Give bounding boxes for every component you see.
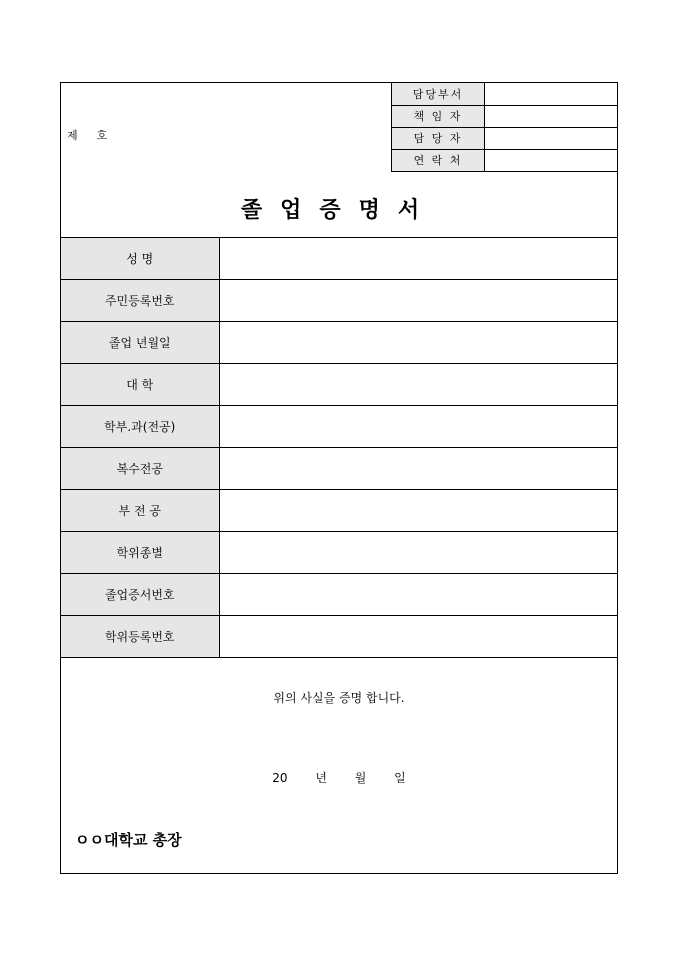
form-footer: [61, 657, 617, 873]
contact-value[interactable]: [485, 127, 618, 149]
document-number-label: 제 호: [67, 129, 109, 142]
field-row-degree-type: [61, 532, 617, 574]
date-month-label: 월: [354, 771, 367, 785]
field-label: 졸업증서번호: [61, 574, 219, 616]
field-label: 학위종별: [61, 532, 219, 574]
field-row-college: [61, 364, 617, 406]
field-value[interactable]: [219, 406, 617, 448]
field-row-department-major: [61, 406, 617, 448]
field-row-name: [61, 238, 617, 280]
contact-value[interactable]: [485, 149, 618, 171]
field-value[interactable]: [219, 532, 617, 574]
contact-row-department: [392, 83, 618, 105]
contact-label: 담당부서: [392, 83, 485, 105]
field-value[interactable]: [219, 490, 617, 532]
field-value[interactable]: [219, 280, 617, 322]
contact-label: 담 당 자: [392, 127, 485, 149]
form-header: [61, 83, 617, 237]
field-label: 복수전공: [61, 448, 219, 490]
field-row-diploma-number: [61, 574, 617, 616]
contact-row-staff: [392, 127, 618, 149]
contact-value[interactable]: [485, 105, 618, 127]
contact-label: 책 임 자: [392, 105, 485, 127]
date-day-label: 일: [394, 771, 406, 785]
contact-row-phone: [392, 149, 618, 171]
contact-table: [391, 83, 617, 172]
field-label: 주민등록번호: [61, 280, 219, 322]
field-label: 성 명: [61, 238, 219, 280]
field-row-graduation-date: [61, 322, 617, 364]
field-value[interactable]: [219, 574, 617, 616]
field-value[interactable]: [219, 616, 617, 658]
contact-label: 연 락 처: [392, 149, 485, 171]
document-title: 졸업증명서: [240, 197, 438, 223]
contact-value[interactable]: [485, 83, 618, 105]
field-row-degree-registration-number: [61, 616, 617, 658]
contact-row-manager: [392, 105, 618, 127]
certificate-form: [60, 82, 618, 874]
issuer-signature: ㅇㅇ대학교 총장: [75, 831, 182, 849]
field-row-minor: [61, 490, 617, 532]
date-year-label: 년: [315, 771, 327, 785]
certification-statement: 위의 사실을 증명 합니다.: [273, 691, 405, 705]
field-label: 학위등록번호: [61, 616, 219, 658]
issue-date: [61, 769, 617, 786]
field-value[interactable]: [219, 448, 617, 490]
field-label: 부 전 공: [61, 490, 219, 532]
field-row-double-major: [61, 448, 617, 490]
field-value[interactable]: [219, 364, 617, 406]
field-value[interactable]: [219, 238, 617, 280]
field-label: 졸업 년월일: [61, 322, 219, 364]
certificate-fields-table: [61, 237, 617, 658]
date-year-prefix: 20: [272, 771, 288, 785]
field-label: 대 학: [61, 364, 219, 406]
field-row-resident-number: [61, 280, 617, 322]
field-label: 학부.과(전공): [61, 406, 219, 448]
field-value[interactable]: [219, 322, 617, 364]
